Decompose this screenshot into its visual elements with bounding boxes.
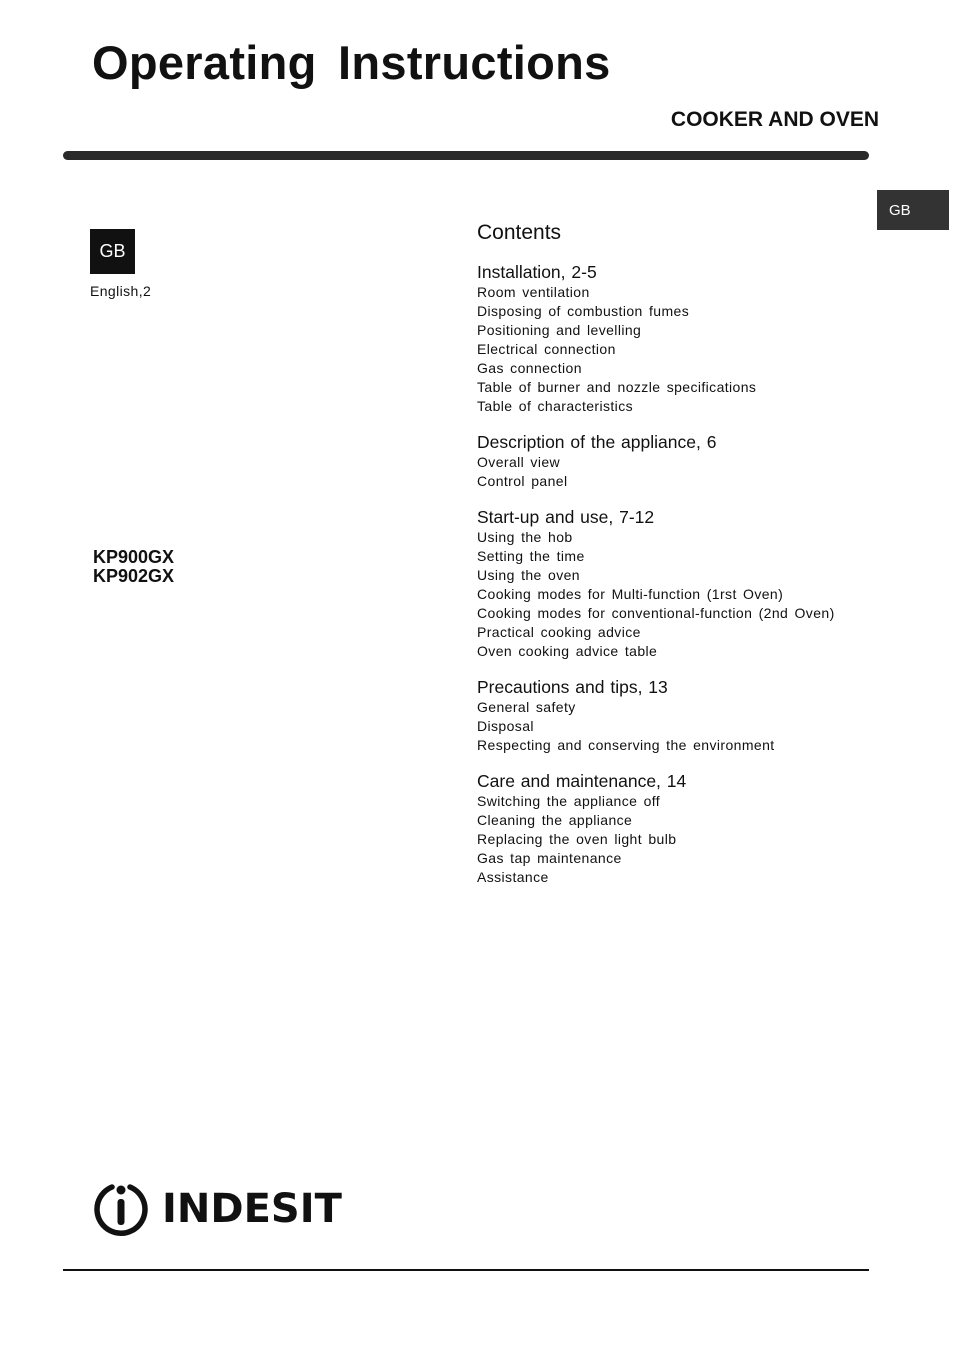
side-language-tab: GB: [877, 190, 949, 230]
toc-item: Overall view: [477, 454, 561, 470]
toc-item: Cleaning the appliance: [477, 812, 633, 828]
contents-heading: Contents: [477, 221, 562, 244]
toc-item: Respecting and conserving the environment: [477, 737, 775, 753]
toc-item: Cooking modes for conventional-function (2nd Oven): [477, 605, 835, 621]
toc-item: Table of burner and nozzle specifications: [477, 379, 757, 395]
toc-section-title: Description of the appliance, 6: [477, 432, 717, 452]
toc-section-installation: [477, 261, 897, 416]
model-numbers: [93, 548, 174, 586]
toc-item: Assistance: [477, 869, 549, 885]
model-number: KP900GX: [93, 547, 175, 567]
brand-name: INDESIT: [162, 1186, 342, 1232]
toc-section-title: Installation, 2-5: [477, 262, 597, 282]
bottom-divider: [63, 1269, 869, 1271]
toc-item: Cooking modes for Multi-function (1rst Oven): [477, 586, 784, 602]
toc-section-title: Care and maintenance, 14: [477, 771, 687, 791]
toc-item: Using the hob: [477, 529, 573, 545]
brand-logo: [90, 1178, 342, 1240]
toc-item: Gas connection: [477, 360, 582, 376]
toc-section-startup: [477, 506, 897, 661]
toc-item: Room ventilation: [477, 284, 590, 300]
toc-item: Oven cooking advice table: [477, 643, 658, 659]
toc-item: Electrical connection: [477, 341, 616, 357]
toc-item: Positioning and levelling: [477, 322, 642, 338]
toc-item: Practical cooking advice: [477, 624, 641, 640]
toc-item: Disposal: [477, 718, 534, 734]
toc-section-description: [477, 431, 897, 491]
toc-item: Control panel: [477, 473, 568, 489]
model-number: KP902GX: [93, 566, 175, 586]
toc-item: Table of characteristics: [477, 398, 633, 414]
page-title: Operating Instructions: [92, 36, 611, 89]
toc-item: Replacing the oven light bulb: [477, 831, 677, 847]
toc-section-title: Start-up and use, 7-12: [477, 507, 655, 527]
table-of-contents: [477, 220, 897, 902]
info-circle-icon: [90, 1178, 152, 1240]
toc-item: Setting the time: [477, 548, 585, 564]
toc-section-precautions: [477, 676, 897, 755]
toc-item: Switching the appliance off: [477, 793, 661, 809]
toc-item: General safety: [477, 699, 576, 715]
toc-section-care: [477, 770, 897, 887]
top-divider: [63, 151, 869, 160]
language-code-badge: GB: [90, 229, 135, 274]
toc-item: Disposing of combustion fumes: [477, 303, 690, 319]
product-subtitle: COOKER AND OVEN: [670, 108, 879, 131]
toc-item: Using the oven: [477, 567, 580, 583]
language-page-ref: English,2: [90, 283, 152, 299]
toc-section-title: Precautions and tips, 13: [477, 677, 668, 697]
toc-item: Gas tap maintenance: [477, 850, 622, 866]
